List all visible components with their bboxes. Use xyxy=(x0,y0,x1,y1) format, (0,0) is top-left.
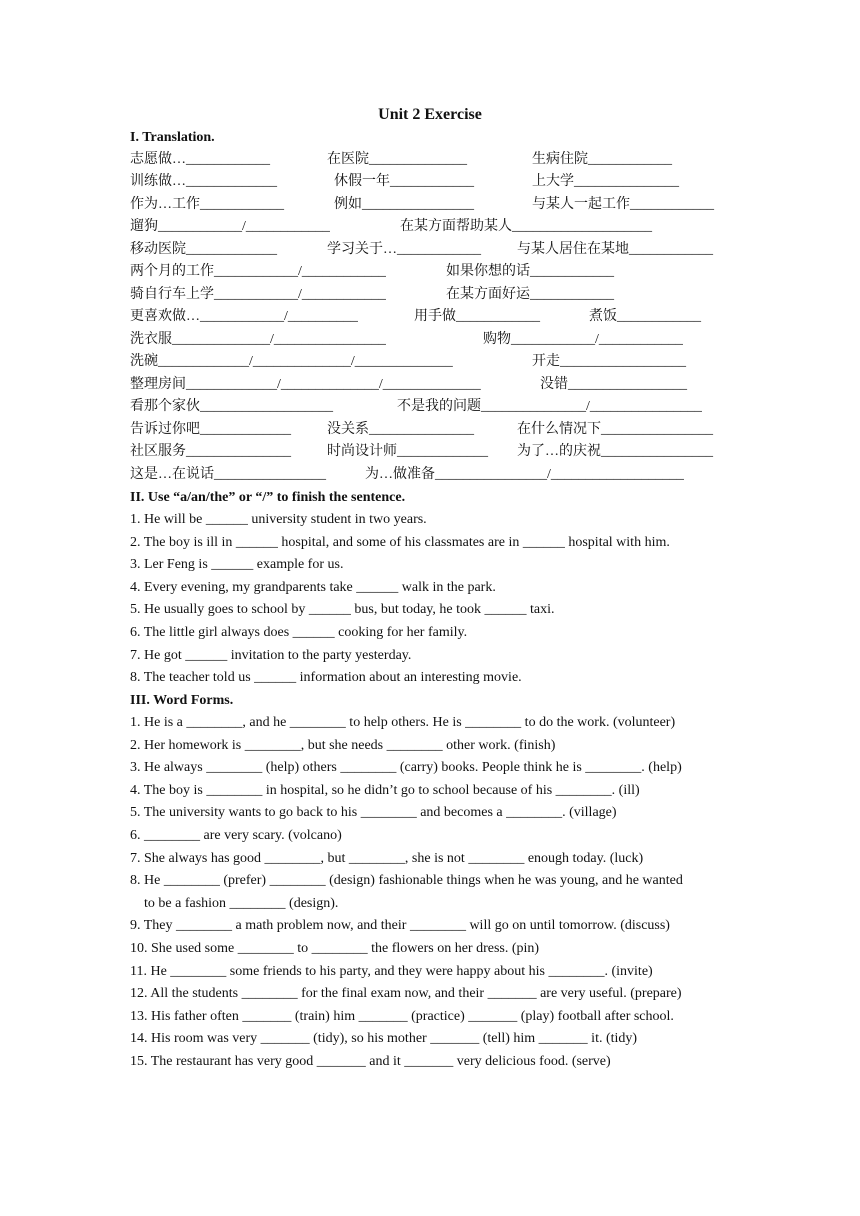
translation-item: 开走__________________ xyxy=(532,354,686,369)
translation-item: 例如________________ xyxy=(334,197,474,212)
translation-item: 为…做准备________________/___________________ xyxy=(365,467,684,482)
word-form-question: 10. She used some ________ to ________ the flowers on her dress. (pin) xyxy=(130,941,540,956)
word-form-question: 6. ________ are very scary. (volcano) xyxy=(130,828,342,843)
translation-item: 休假一年____________ xyxy=(334,174,474,189)
word-form-question: 3. He always ________ (help) others ________ (carry) books. People think he is ________. (help) xyxy=(130,760,682,776)
word-form-question: 4. The boy is ________ in hospital, so he didn’t go to school because of his ________. (ill) xyxy=(130,782,640,798)
translation-item: 整理房间_____________/______________/______________ xyxy=(130,377,481,392)
translation-item: 两个月的工作____________/____________ xyxy=(130,264,386,279)
translation-item: 在某方面帮助某人____________________ xyxy=(400,219,652,234)
translation-item: 煮饭____________ xyxy=(589,309,701,324)
translation-item: 洗碗_____________/______________/______________ xyxy=(130,354,453,369)
article-question: 6. The little girl always does ______ cooking for her family. xyxy=(130,625,468,640)
translation-item: 社区服务_______________ xyxy=(130,444,291,459)
article-question: 3. Ler Feng is ______ example for us. xyxy=(130,557,344,573)
translation-item: 在某方面好运____________ xyxy=(446,287,614,302)
word-form-question: 7. She always has good ________, but ________, she is not ________ enough today. (luck) xyxy=(130,850,644,866)
section-heading-articles: II. Use “a/an/the” or “/” to finish the sentence. xyxy=(130,490,406,505)
word-form-question: to be a fashion ________ (design). xyxy=(130,895,339,911)
translation-item: 如果你想的话____________ xyxy=(446,264,614,279)
article-question: 4. Every evening, my grandparents take ______ walk in the park. xyxy=(130,579,496,595)
translation-item: 学习关于…____________ xyxy=(327,242,481,257)
word-form-question: 15. The restaurant has very good _______ and it _______ very delicious food. (serve) xyxy=(130,1054,611,1069)
translation-item: 与某人一起工作____________ xyxy=(532,197,714,212)
word-form-question: 9. They ________ a math problem now, and their ________ will go on until tomorrow. (discuss) xyxy=(130,918,670,934)
translation-item: 不是我的问题_______________/________________ xyxy=(397,399,702,414)
word-form-question: 1. He is a ________, and he ________ to help others. He is ________ to do the work. (volunteer) xyxy=(130,715,676,730)
section-heading-word-forms: III. Word Forms. xyxy=(130,693,234,708)
translation-item: 志愿做…____________ xyxy=(130,152,270,167)
word-form-question: 8. He ________ (prefer) ________ (design) fashionable things when he was young, and he wanted xyxy=(130,873,683,889)
translation-item: 洗衣服______________/________________ xyxy=(130,332,386,347)
translation-item: 购物____________/____________ xyxy=(483,332,683,347)
word-form-question: 11. He ________ some friends to his party, and they were happy about his ________. (invite) xyxy=(130,963,653,979)
word-form-question: 5. The university wants to go back to his ________ and becomes a ________. (village) xyxy=(130,805,617,821)
article-question: 5. He usually goes to school by ______ bus, but today, he took ______ taxi. xyxy=(130,602,555,618)
word-form-question: 12. All the students ________ for the final exam now, and their _______ are very useful. (prepare) xyxy=(130,986,682,1002)
article-question: 7. He got ______ invitation to the party yesterday. xyxy=(130,647,412,663)
translation-item: 移动医院_____________ xyxy=(130,242,277,257)
word-form-question: 14. His room was very _______ (tidy), so his mother _______ (tell) him _______ it. (tidy) xyxy=(130,1031,638,1047)
translation-item: 这是…在说话________________ xyxy=(130,467,326,482)
translation-item: 在医院______________ xyxy=(327,152,467,167)
translation-item: 告诉过你吧_____________ xyxy=(130,422,291,437)
translation-item: 与某人居住在某地____________ xyxy=(517,242,713,257)
translation-item: 训练做…_____________ xyxy=(130,174,277,189)
translation-item: 时尚设计师_____________ xyxy=(327,444,488,459)
translation-item: 遛狗____________/____________ xyxy=(130,219,330,234)
article-question: 1. He will be ______ university student in two years. xyxy=(130,512,427,527)
translation-item: 骑自行车上学____________/____________ xyxy=(130,287,386,302)
translation-item: 作为…工作____________ xyxy=(130,197,284,212)
translation-item: 为了…的庆祝________________ xyxy=(517,444,713,459)
article-question: 8. The teacher told us ______ information about an interesting movie. xyxy=(130,670,522,686)
translation-item: 更喜欢做…____________/__________ xyxy=(130,309,358,324)
translation-item: 没错_________________ xyxy=(540,377,687,392)
article-question: 2. The boy is ill in ______ hospital, and some of his classmates are in ______ hospital with him. xyxy=(130,534,670,550)
translation-item: 在什么情况下________________ xyxy=(517,422,713,437)
word-form-question: 2. Her homework is ________, but she needs ________ other work. (finish) xyxy=(130,737,556,753)
section-heading-translation: I. Translation. xyxy=(130,130,215,145)
word-form-question: 13. His father often _______ (train) him _______ (practice) _______ (play) football after school. xyxy=(130,1008,674,1024)
translation-item: 生病住院____________ xyxy=(532,152,672,167)
translation-item: 用手做____________ xyxy=(414,309,540,324)
page-title: Unit 2 Exercise xyxy=(378,106,482,123)
translation-item: 没关系_______________ xyxy=(327,422,474,437)
translation-item: 看那个家伙___________________ xyxy=(130,399,333,414)
translation-item: 上大学_______________ xyxy=(532,174,679,189)
